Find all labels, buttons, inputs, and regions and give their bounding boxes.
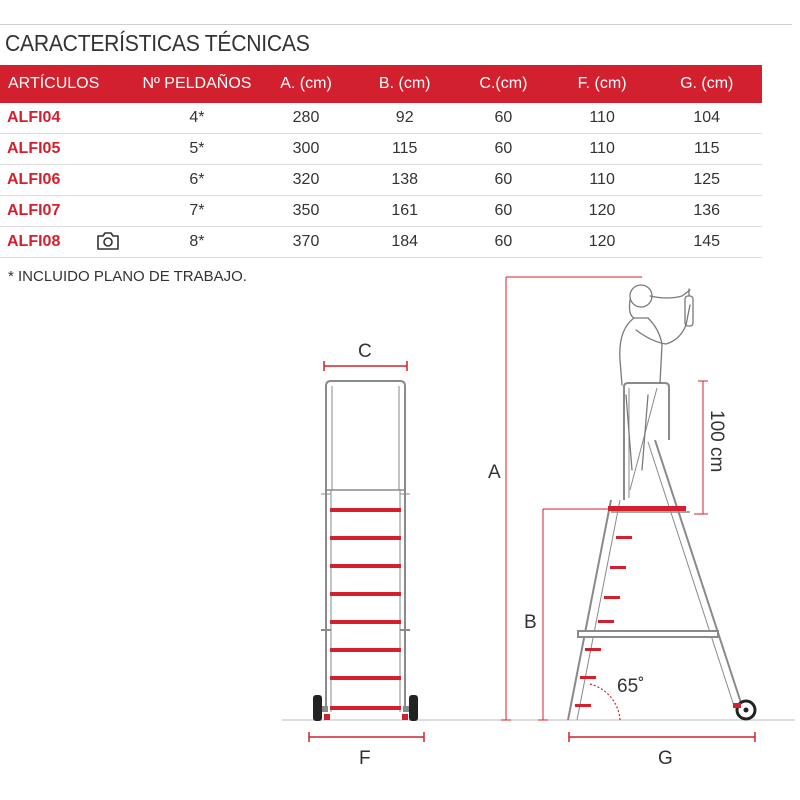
steps-cell: 7* — [137, 196, 256, 227]
header-f: F. (cm) — [553, 65, 652, 103]
steps-cell: 4* — [137, 103, 256, 134]
g-cell: 104 — [651, 103, 762, 134]
label-100cm: 100 cm — [706, 410, 727, 473]
g-cell: 145 — [651, 227, 762, 258]
g-cell: 136 — [651, 196, 762, 227]
label-g: G — [658, 748, 673, 769]
header-b: B. (cm) — [355, 65, 454, 103]
c-cell: 60 — [454, 227, 553, 258]
rear-wheel-icon — [733, 701, 755, 719]
f-cell: 110 — [553, 165, 652, 196]
g-cell: 125 — [651, 165, 762, 196]
a-cell: 370 — [257, 227, 356, 258]
article-code[interactable]: ALFI07 — [0, 196, 137, 227]
article-code-label[interactable]: ALFI08 — [7, 233, 61, 250]
c-cell: 60 — [454, 103, 553, 134]
dimension-a — [488, 277, 645, 720]
steps-cell: 5* — [137, 134, 256, 165]
article-code[interactable]: ALFI05 — [0, 134, 137, 165]
label-angle: 65˚ — [617, 676, 645, 697]
b-cell: 184 — [355, 227, 454, 258]
angle-indicator — [590, 676, 644, 720]
a-cell: 300 — [257, 134, 356, 165]
dimension-c — [324, 341, 407, 371]
b-cell: 138 — [355, 165, 454, 196]
a-cell: 320 — [257, 165, 356, 196]
c-cell: 60 — [454, 196, 553, 227]
g-cell: 115 — [651, 134, 762, 165]
b-cell: 161 — [355, 196, 454, 227]
b-cell: 92 — [355, 103, 454, 134]
article-code[interactable]: ALFI04 — [0, 103, 137, 134]
header-a: A. (cm) — [257, 65, 356, 103]
dimension-100cm — [694, 381, 727, 514]
a-cell: 350 — [257, 196, 356, 227]
f-cell: 110 — [553, 103, 652, 134]
steps-cell: 6* — [137, 165, 256, 196]
b-cell: 115 — [355, 134, 454, 165]
a-cell: 280 — [257, 103, 356, 134]
page-title: CARACTERÍSTICAS TÉCNICAS — [5, 30, 310, 56]
c-cell: 60 — [454, 134, 553, 165]
header-g: G. (cm) — [651, 65, 762, 103]
front-view-ladder — [321, 381, 410, 712]
label-b: B — [524, 612, 537, 633]
f-cell: 120 — [553, 227, 652, 258]
article-code[interactable]: ALFI06 — [0, 165, 137, 196]
dimension-b — [524, 509, 612, 720]
label-a: A — [488, 462, 501, 483]
header-c: C.(cm) — [454, 65, 553, 103]
header-peldanos: Nº PELDAÑOS — [137, 65, 256, 103]
label-c: C — [358, 341, 372, 362]
dimension-f — [309, 732, 424, 769]
footnote: * INCLUIDO PLANO DE TRABAJO. — [8, 268, 247, 285]
header-articulos: ARTÍCULOS — [0, 65, 137, 103]
steps-cell: 8* — [137, 227, 256, 258]
f-cell: 110 — [553, 134, 652, 165]
f-cell: 120 — [553, 196, 652, 227]
front-view-steps — [330, 508, 401, 710]
c-cell: 60 — [454, 165, 553, 196]
label-f: F — [359, 748, 371, 769]
dimension-g — [569, 732, 755, 769]
